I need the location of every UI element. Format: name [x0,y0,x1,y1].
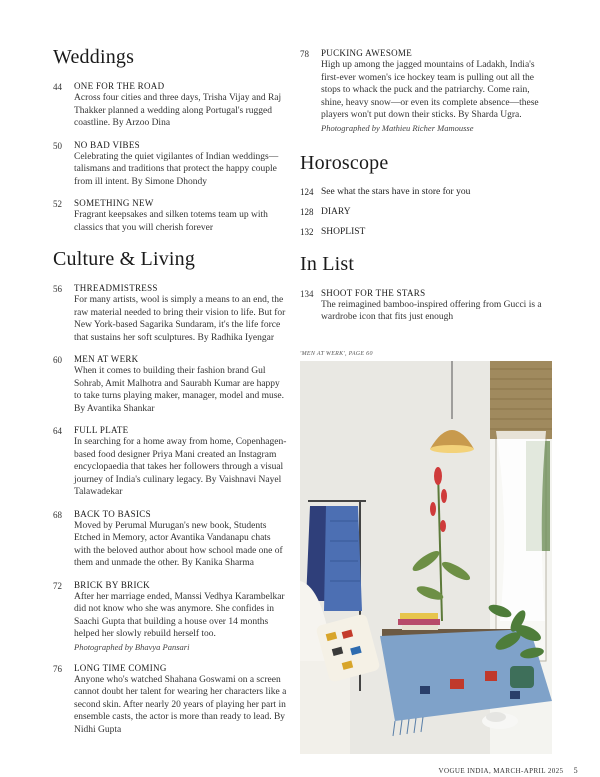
toc-entry[interactable] [300,187,552,197]
toc-entry[interactable] [53,663,288,737]
photo-caption: 'MEN AT WERK', PAGE 60 [300,351,373,357]
page-number: 64 [53,426,62,436]
entry-description: The reimagined bamboo-inspired offering from Gucci is a wardrobe icon that fits just enough [321,299,542,322]
toc-entry[interactable] [300,48,552,134]
photo-credit: Photographed by Mathieu Richer Mamousse [321,122,474,133]
page-number: 76 [53,663,62,674]
entry-description: Anyone who's watched Shahana Goswami on a screen cannot doubt her talent for wearing her characters like a second skin. After nearly 20 years of playing her part in ensemble casts, the actor is more than ready to lead. By Nidhi Gupta [74,674,287,735]
toc-entry[interactable] [53,509,288,570]
entry-title: PUCKING AWESOME [321,48,413,58]
page-number: 132 [300,226,314,237]
toc-entry[interactable] [53,283,288,344]
inlist-heading: In List [300,252,355,275]
page-footer [439,766,578,775]
horoscope-heading: Horoscope [300,151,389,174]
entry-title: SOMETHING NEW [74,198,154,208]
entry-description: For many artists, wool is simply a means to an end, the raw material needed to bring their vision to life. But for New York-based Sagarika Sundaram, it's the life force that sustains her soft sculptures. By Radhika Iyengar [74,295,286,343]
entry-title: BACK TO BASICS [74,508,151,519]
page-number: 72 [53,580,62,591]
page-number: 128 [300,206,314,217]
entry-description: Fragrant keepsakes and silken totems team up with classics that you will cherish forever [74,210,268,233]
entry-label: SHOPLIST [321,226,366,237]
toc-entry[interactable] [53,425,288,499]
entry-description: In searching for a home away from home, Copenhagen-based food designer Priya Mani created an Instagram encyclopaedia that takes her followers through a visual journey of India's culinary legacy. By Vaishnavi Nayel Talawadekar [74,437,287,497]
entry-title: FULL PLATE [74,425,129,435]
page-number: 78 [300,49,309,59]
page-number: 124 [300,186,314,197]
page-number: 50 [53,140,62,151]
entry-description: Across four cities and three days, Trisha Vijay and Raj Thakker planned a wedding along Portugal's rugged coastline. By Arzoo Dina [74,93,282,128]
photo-credit: Photographed by Bhavya Pansari [74,641,190,652]
toc-entry[interactable] [53,81,288,130]
entry-description: Moved by Perumal Murugan's new book, Students Etched in Memory, actor Avantika Vandanapu chats with the beloved author about how school made one of them and unmade the other. By Kanika Sharma [74,520,283,568]
page-number: 68 [53,509,62,520]
entry-label: DIARY [321,206,351,217]
entry-description: When it comes to building their fashion brand Gul Sohrab, Amit Malhotra and Saurabh Kumar are happy to take turns playing maker, manager, model and muse. By Avantika Shankar [74,366,285,414]
page-number: 44 [53,82,62,92]
culture-heading: Culture & Living [53,248,196,270]
entry-description: After her marriage ended, Manssi Vedhya Karambelkar did not know who she was anymore. She confides in Saachi Gupta that building a house over 14 months helped her slowly rebuild herself too. [74,591,285,639]
toc-entry[interactable] [53,140,288,189]
toc-entry[interactable] [300,207,552,217]
entry-title: THREADMISTRESS [74,283,158,293]
toc-entry[interactable] [300,227,552,237]
page-number: 52 [53,199,62,209]
entry-title: SHOOT FOR THE STARS [321,287,426,298]
entry-title: NO BAD VIBES [74,139,140,150]
page-number: 60 [53,355,62,365]
toc-entry[interactable] [53,198,288,234]
weddings-heading: Weddings [53,46,135,68]
magazine-name: VOGUE INDIA, MARCH-APRIL 2025 [438,767,564,775]
right-column [300,46,552,334]
page-number: 134 [300,288,314,299]
page-number-footer: 5 [573,766,578,775]
entry-description: High up among the jagged mountains of Ladakh, India's first-ever women's ice hockey team is pulling out all the stops to whack the puck and the patriarchy. Come rain, shine, heavy snow—or even its complete absence—these players won't put down their sticks. By Sharda Ugra. [321,60,539,120]
toc-entry[interactable] [53,354,288,415]
left-column [53,46,288,746]
entry-title: BRICK BY BRICK [74,579,150,590]
page-number: 56 [53,284,62,294]
entry-title: LONG TIME COMING [74,662,167,673]
entry-label: See what the stars have in store for you [321,186,471,197]
entry-title: MEN AT WERK [74,354,139,364]
toc-entry[interactable] [300,288,552,324]
entry-description: Celebrating the quiet vigilantes of Indian weddings—talismans and traditions that protect the happy couple from ill intent. By Simone Dhondy [74,151,279,187]
entry-title: ONE FOR THE ROAD [74,81,165,91]
toc-entry[interactable] [53,580,288,653]
interior-photo [300,361,552,754]
